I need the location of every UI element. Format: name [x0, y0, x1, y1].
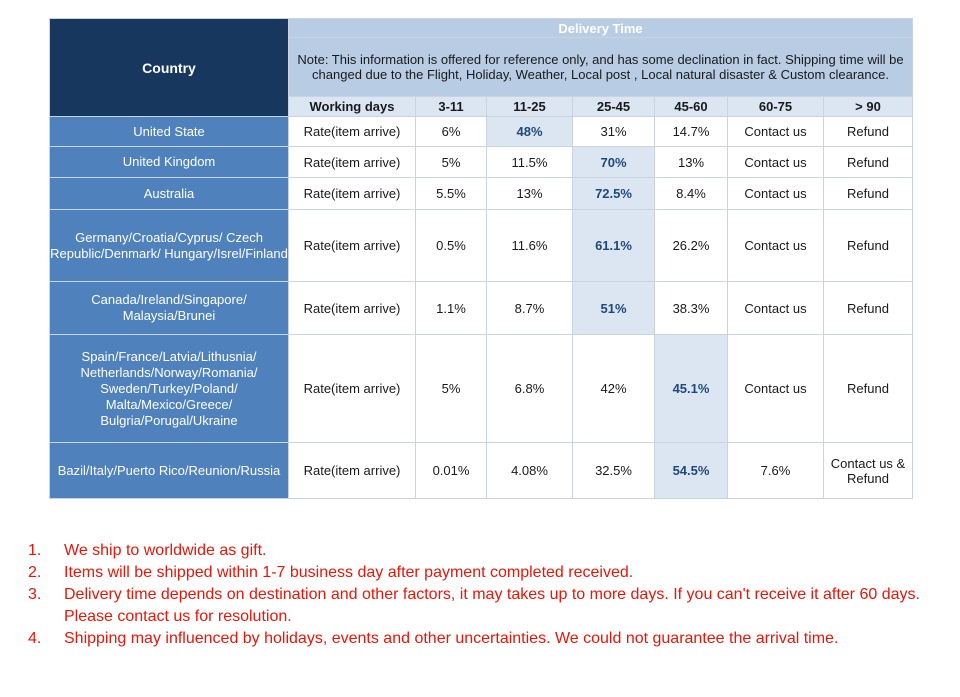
note-text: We ship to worldwide as gift. [64, 542, 267, 559]
rate-label-cell: Rate(item arrive) [289, 147, 416, 178]
rate-value-cell: 5.5% [416, 178, 487, 210]
note-text: Shipping may influenced by holidays, events and other uncertainties. We could not guarantee the arrival time. [64, 630, 839, 647]
rate-value-cell: 13% [655, 147, 728, 178]
note-item [28, 628, 938, 650]
table-row [50, 147, 913, 178]
country-cell: Spain/France/Latvia/Lithusnia/ Netherlands/Norway/Romania/ Sweden/Turkey/Poland/ Malta/Mexico/Greece/ Bulgria/Porugal/Ukraine [50, 335, 289, 443]
rate-label-cell: Rate(item arrive) [289, 282, 416, 335]
rate-value-cell: 8.7% [487, 282, 573, 335]
delivery-time-table [49, 18, 913, 499]
country-header: Country [50, 19, 289, 117]
rate-value-cell: 6.8% [487, 335, 573, 443]
rate-value-cell: 31% [573, 117, 655, 147]
rate-value-cell: 0.5% [416, 210, 487, 282]
table-row [50, 335, 913, 443]
note-item [28, 584, 938, 628]
note-item [28, 540, 938, 562]
rate-value-cell: 8.4% [655, 178, 728, 210]
rate-value-cell: Contact us [728, 335, 824, 443]
rate-value-cell: 1.1% [416, 282, 487, 335]
note-text: Delivery time depends on destination and other factors, it may takes up to more days. If you can't receive it after 60 days. Please contact us for resolution. [64, 586, 920, 625]
note-number: 2. [28, 564, 42, 581]
rate-value-cell: Refund [824, 282, 913, 335]
country-cell: Bazil/Italy/Puerto Rico/Reunion/Russia [50, 443, 289, 499]
rate-value-cell: 38.3% [655, 282, 728, 335]
rate-label-cell: Rate(item arrive) [289, 443, 416, 499]
rate-value-cell: 61.1% [573, 210, 655, 282]
rate-value-cell: 11.5% [487, 147, 573, 178]
rate-value-cell: 5% [416, 147, 487, 178]
country-cell: United Kingdom [50, 147, 289, 178]
rate-value-cell: 48% [487, 117, 573, 147]
shipping-notes-list [28, 540, 938, 650]
table-row [50, 282, 913, 335]
table-row [50, 178, 913, 210]
note-number: 1. [28, 542, 42, 559]
working-days-label: Working days [289, 97, 416, 117]
rate-value-cell: 6% [416, 117, 487, 147]
column-header: 25-45 [573, 97, 655, 117]
rate-label-cell: Rate(item arrive) [289, 335, 416, 443]
table-row [50, 117, 913, 147]
rate-value-cell: Contact us [728, 178, 824, 210]
rate-value-cell: 72.5% [573, 178, 655, 210]
rate-value-cell: 5% [416, 335, 487, 443]
rate-value-cell: Contact us [728, 117, 824, 147]
note-item [28, 562, 938, 584]
rate-value-cell: Contact us [728, 282, 824, 335]
country-cell: United State [50, 117, 289, 147]
rate-value-cell: Refund [824, 147, 913, 178]
country-cell: Canada/Ireland/Singapore/ Malaysia/Brunei [50, 282, 289, 335]
column-header: 3-11 [416, 97, 487, 117]
country-cell: Germany/Croatia/Cyprus/ Czech Republic/Denmark/ Hungary/Isrel/Finland [50, 210, 289, 282]
rate-value-cell: Refund [824, 178, 913, 210]
rate-value-cell: 42% [573, 335, 655, 443]
note-number: 4. [28, 630, 42, 647]
rate-value-cell: 51% [573, 282, 655, 335]
rate-value-cell: Refund [824, 117, 913, 147]
rate-label-cell: Rate(item arrive) [289, 178, 416, 210]
rate-label-cell: Rate(item arrive) [289, 117, 416, 147]
rate-value-cell: Refund [824, 335, 913, 443]
rate-value-cell: Refund [824, 210, 913, 282]
rate-value-cell: 11.6% [487, 210, 573, 282]
table-row [50, 210, 913, 282]
rate-value-cell: 4.08% [487, 443, 573, 499]
rate-value-cell: 14.7% [655, 117, 728, 147]
rate-value-cell: 26.2% [655, 210, 728, 282]
table-note: Note: This information is offered for reference only, and has some declination in fact. Shipping time will be changed due to the Flight, Holiday, Weather, Local post , Local natural disaster & Custom clearance. [289, 38, 913, 97]
rate-value-cell: Contact us & Refund [824, 443, 913, 499]
column-header: > 90 [824, 97, 913, 117]
rate-value-cell: 54.5% [655, 443, 728, 499]
column-header: 60-75 [728, 97, 824, 117]
rate-value-cell: 7.6% [728, 443, 824, 499]
country-cell: Australia [50, 178, 289, 210]
rate-value-cell: Contact us [728, 147, 824, 178]
column-header: 45-60 [655, 97, 728, 117]
rate-value-cell: 45.1% [655, 335, 728, 443]
rate-value-cell: Contact us [728, 210, 824, 282]
note-number: 3. [28, 586, 42, 603]
column-header: 11-25 [487, 97, 573, 117]
rate-label-cell: Rate(item arrive) [289, 210, 416, 282]
rate-value-cell: 0.01% [416, 443, 487, 499]
table-row [50, 443, 913, 499]
delivery-time-title: Delivery Time [289, 19, 913, 38]
rate-value-cell: 13% [487, 178, 573, 210]
note-text: Items will be shipped within 1-7 business day after payment completed received. [64, 564, 634, 581]
rate-value-cell: 70% [573, 147, 655, 178]
rate-value-cell: 32.5% [573, 443, 655, 499]
